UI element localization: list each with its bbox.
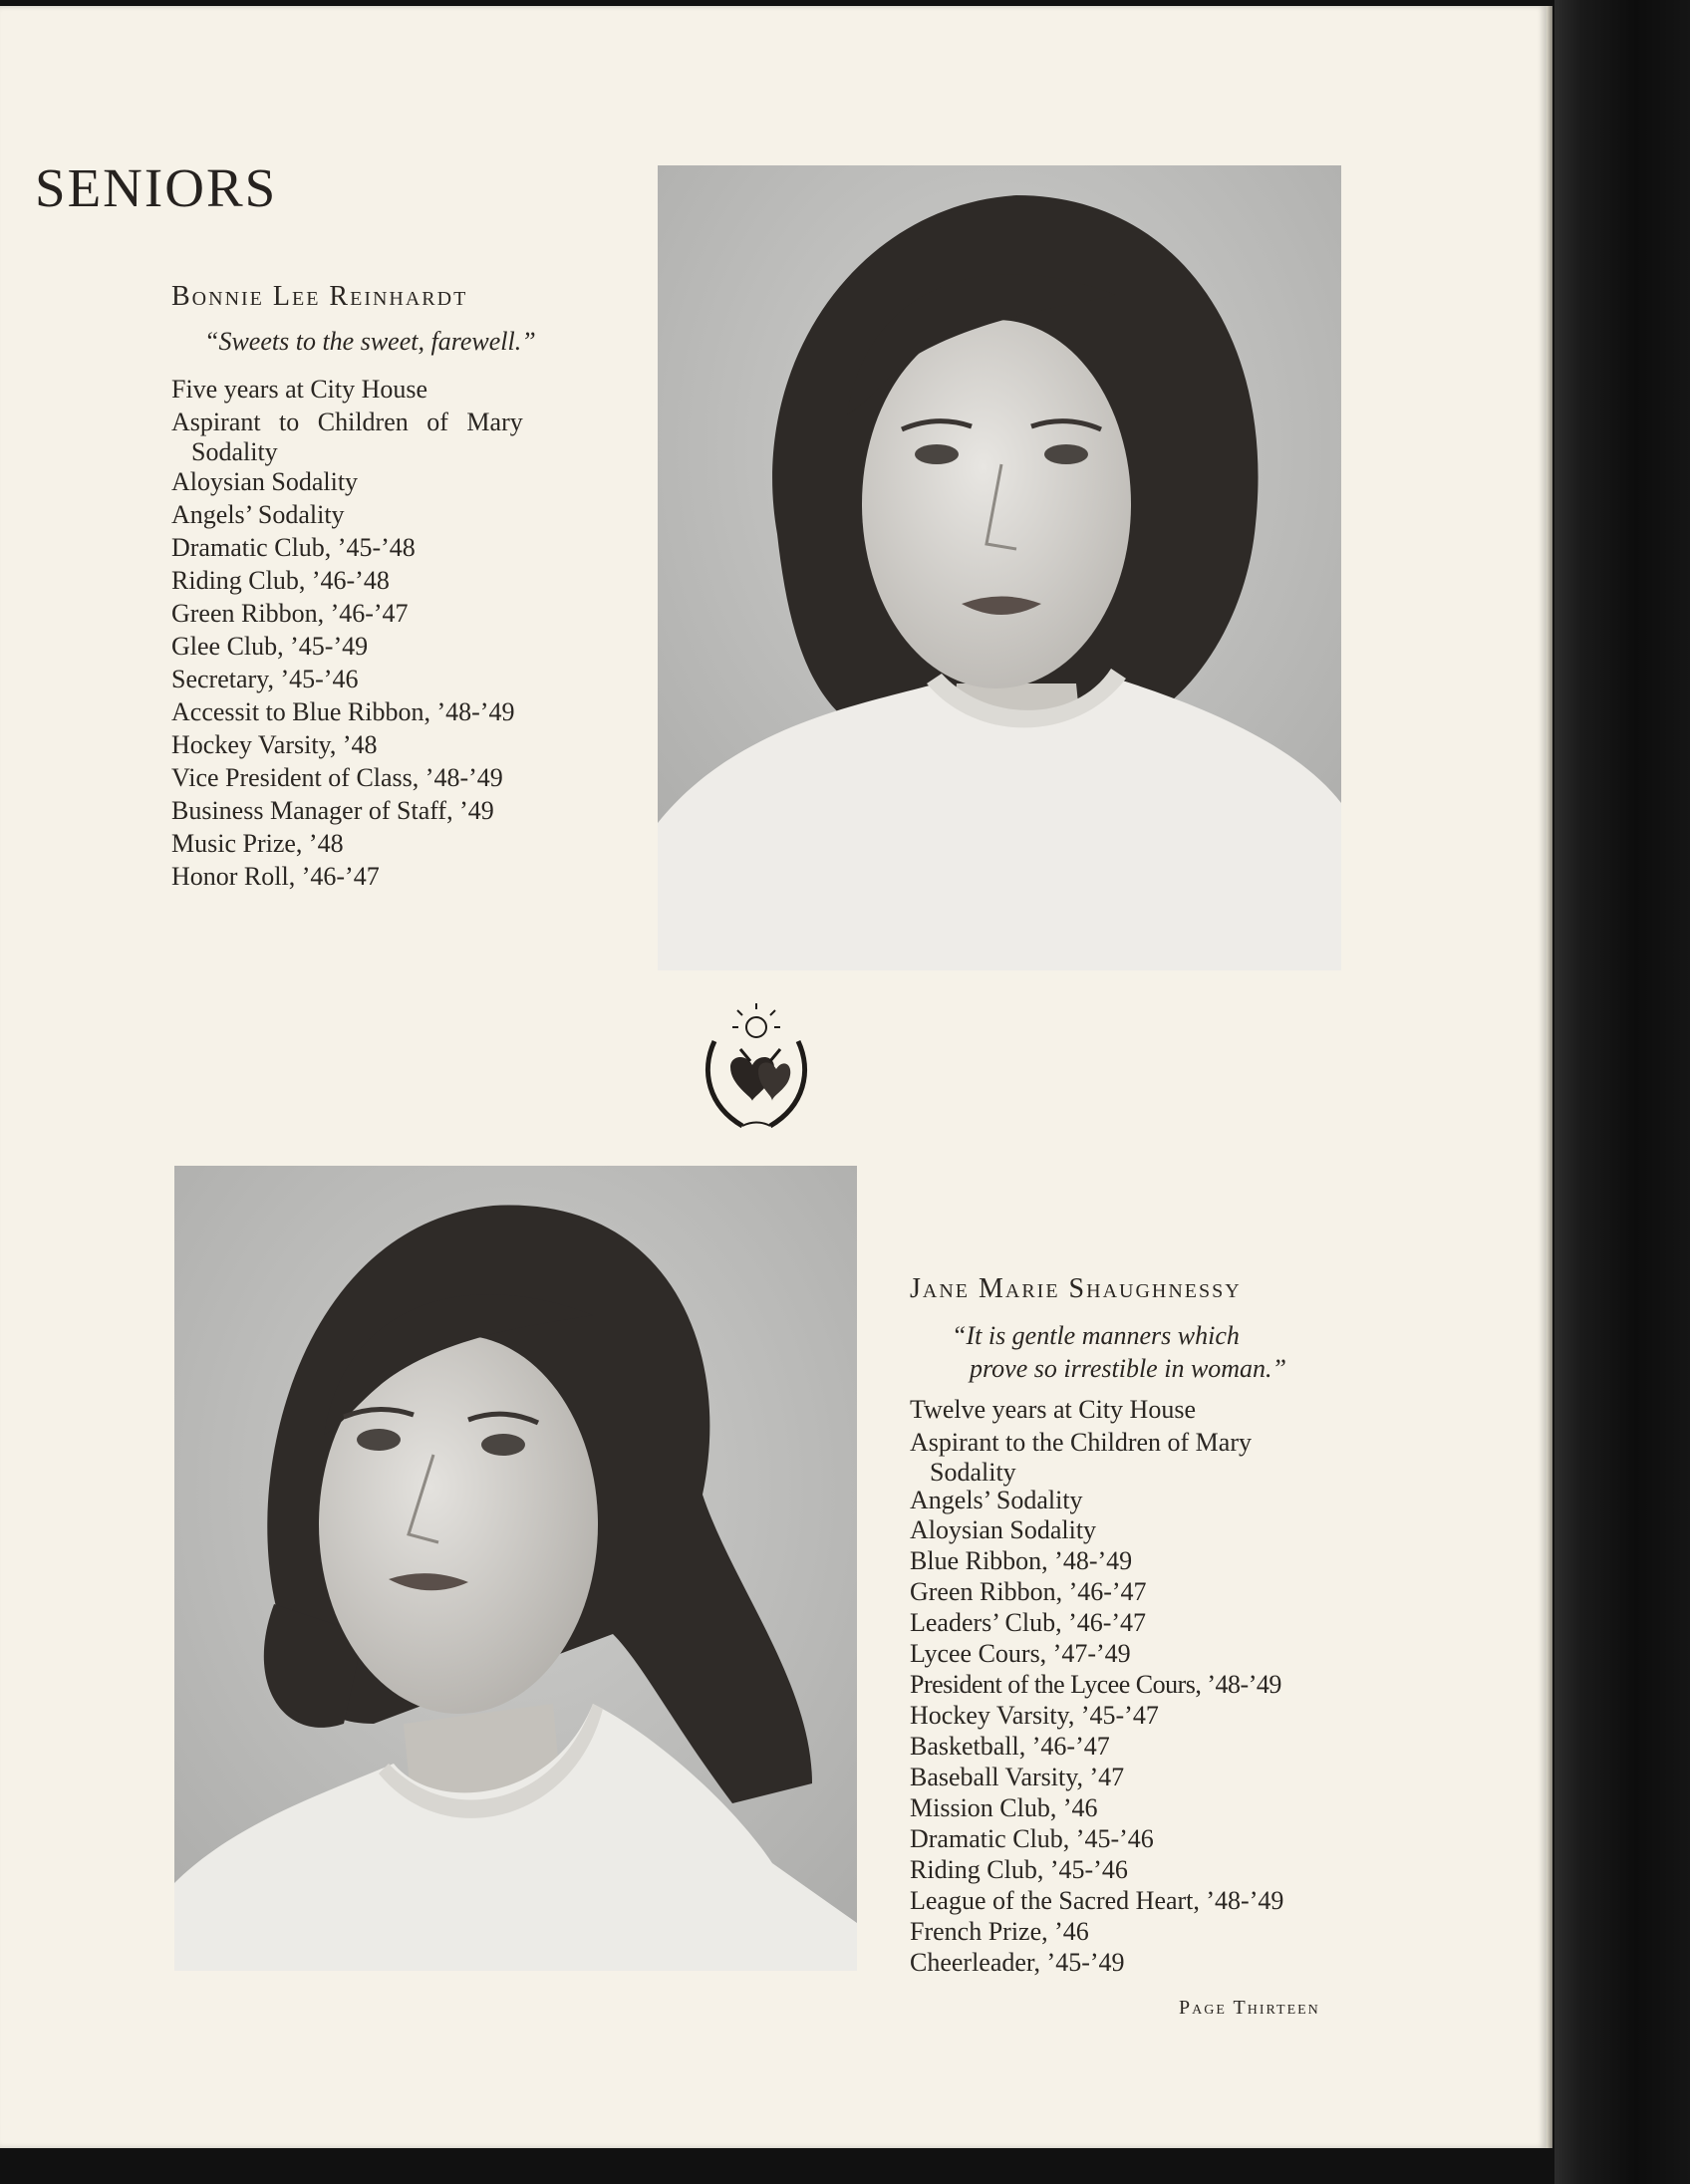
- senior2-activity: French Prize, ’46: [910, 1917, 1089, 1946]
- senior1-quote: “Sweets to the sweet, farewell.”: [204, 327, 536, 356]
- senior1-activity: Glee Club, ’45-’49: [171, 632, 369, 661]
- senior1-activity: Dramatic Club, ’45-’48: [171, 533, 416, 562]
- senior2-activity: Baseball Varsity, ’47: [910, 1763, 1125, 1791]
- senior1-activity: Angels’ Sodality: [171, 500, 345, 529]
- page-number: Page Thirteen: [1179, 1997, 1320, 2019]
- senior1-activity: Riding Club, ’46-’48: [171, 566, 390, 595]
- senior1-activity: Five years at City House: [171, 375, 428, 404]
- senior2-activity: President of the Lycee Cours, ’48-’49: [910, 1670, 1281, 1699]
- senior1-activity: Secretary, ’45-’46: [171, 665, 359, 693]
- senior2-activity: Green Ribbon, ’46-’47: [910, 1577, 1147, 1606]
- section-heading: SENIORS: [35, 157, 278, 218]
- senior2-activity: Mission Club, ’46: [910, 1793, 1098, 1822]
- senior2-activity: Basketball, ’46-’47: [910, 1732, 1110, 1761]
- senior1-activity: Sodality: [191, 437, 278, 466]
- senior1-activity: Music Prize, ’48: [171, 829, 344, 858]
- senior1-activity: Aspirant to Children of Mary: [171, 408, 523, 436]
- senior1-activity: Accessit to Blue Ribbon, ’48-’49: [171, 697, 515, 726]
- senior1-activity: Hockey Varsity, ’48: [171, 730, 378, 759]
- senior2-activity: Aspirant to the Children of Mary: [910, 1428, 1252, 1457]
- senior2-activity: Blue Ribbon, ’48-’49: [910, 1546, 1133, 1575]
- senior2-activity: Cheerleader, ’45-’49: [910, 1948, 1125, 1977]
- senior1-activities: [171, 373, 610, 893]
- senior1-activity: Vice President of Class, ’48-’49: [171, 763, 503, 792]
- senior2-activity: League of the Sacred Heart, ’48-’49: [910, 1886, 1284, 1915]
- senior2-activities: [910, 1393, 1348, 1978]
- senior2-activity: Angels’ Sodality: [910, 1486, 1083, 1514]
- senior1-activity: Business Manager of Staff, ’49: [171, 796, 494, 825]
- senior2-quote-line2: prove so irrestible in woman.”: [970, 1354, 1287, 1383]
- senior1-name: Bonnie Lee Reinhardt: [171, 281, 468, 312]
- senior2-activity: Riding Club, ’45-’46: [910, 1855, 1128, 1884]
- book-binding: [1554, 0, 1690, 2184]
- school-crest-emblem: [693, 1001, 820, 1136]
- senior1-activity: Aloysian Sodality: [171, 467, 359, 496]
- senior1-portrait-photo: [658, 165, 1341, 970]
- senior2-portrait-photo: [174, 1166, 857, 1971]
- senior2-activity: Twelve years at City House: [910, 1395, 1196, 1424]
- senior2-name: Jane Marie Shaughnessy: [910, 1273, 1242, 1304]
- senior2-activity: Hockey Varsity, ’45-’47: [910, 1701, 1159, 1730]
- senior1-activity: Green Ribbon, ’46-’47: [171, 599, 409, 628]
- senior1-activity: Honor Roll, ’46-’47: [171, 862, 380, 891]
- page-edge: [1547, 6, 1552, 2148]
- senior2-activity: Dramatic Club, ’45-’46: [910, 1824, 1154, 1853]
- senior2-quote-line1: “It is gentle manners which: [952, 1321, 1240, 1350]
- senior2-activity: Leaders’ Club, ’46-’47: [910, 1608, 1147, 1637]
- senior2-activity: Aloysian Sodality: [910, 1515, 1097, 1544]
- senior2-activity: Sodality: [930, 1458, 1016, 1487]
- senior2-activity: Lycee Cours, ’47-’49: [910, 1639, 1131, 1668]
